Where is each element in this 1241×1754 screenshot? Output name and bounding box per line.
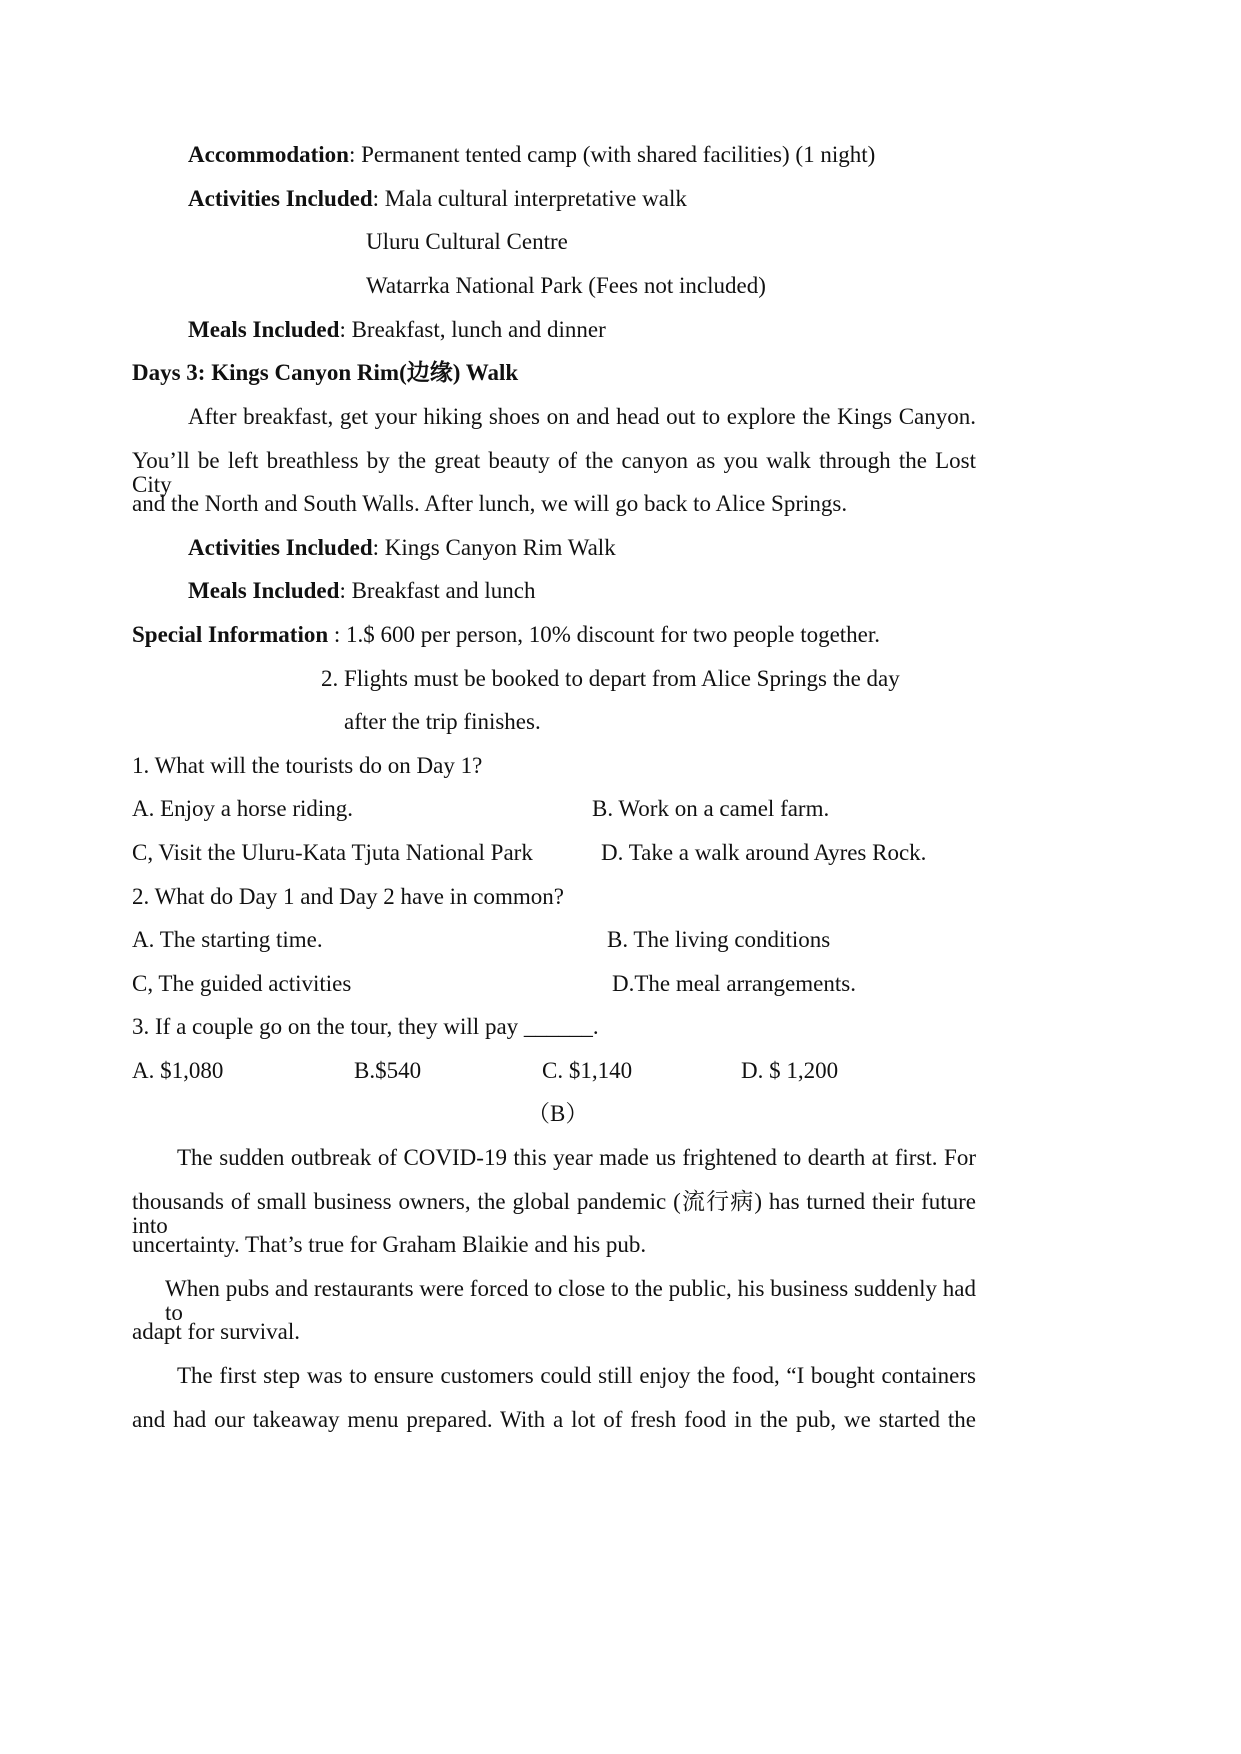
meals-label: Meals Included xyxy=(188,317,340,342)
meals-line xyxy=(188,318,606,342)
special-info-line xyxy=(132,623,880,647)
activities-text: : Kings Canyon Rim Walk xyxy=(372,535,616,560)
question-option: B. Work on a camel farm. xyxy=(592,796,830,821)
passage-line: thousands of small business owners, the global pandemic (流行病) has turned their future into xyxy=(132,1189,976,1238)
question-option: D. $ 1,200 xyxy=(741,1058,839,1083)
activity-item: Watarrka National Park (Fees not included) xyxy=(366,273,766,298)
question-option: B.$540 xyxy=(354,1058,422,1083)
accommodation-label: Accommodation xyxy=(188,142,349,167)
accommodation-line xyxy=(188,143,875,167)
question-option: D. Take a walk around Ayres Rock. xyxy=(601,840,927,865)
passage-line: The first step was to ensure customers could still enjoy the food, “I bought containers xyxy=(177,1363,976,1388)
question-option: A. $1,080 xyxy=(132,1058,224,1083)
meals-label: Meals Included xyxy=(188,578,340,603)
special-info-item: after the trip finishes. xyxy=(344,709,541,734)
question-option: A. Enjoy a horse riding. xyxy=(132,796,354,821)
meals-text: : Breakfast, lunch and dinner xyxy=(339,317,606,342)
question-option: C. $1,140 xyxy=(542,1058,633,1083)
day3-heading: Days 3: Kings Canyon Rim(边缘) Walk xyxy=(132,360,519,385)
section-marker: （B） xyxy=(527,1101,589,1126)
activities-line xyxy=(188,187,687,211)
activity-item: Uluru Cultural Centre xyxy=(366,229,568,254)
day3-activities-line xyxy=(188,536,616,560)
question-option: A. The starting time. xyxy=(132,927,323,952)
day3-meals-line xyxy=(188,579,536,603)
special-info-item: : 1.$ 600 per person, 10% discount for two people together. xyxy=(328,622,881,647)
day3-paragraph-line: After breakfast, get your hiking shoes on and head out to explore the Kings Canyon. xyxy=(188,404,976,429)
day3-paragraph-line: You’ll be left breathless by the great beauty of the canyon as you walk through the Lost City xyxy=(132,448,976,497)
passage-line: When pubs and restaurants were forced to close to the public, his business suddenly had to xyxy=(165,1276,976,1325)
accommodation-text: : Permanent tented camp (with shared facilities) (1 night) xyxy=(348,142,876,167)
special-info-label: Special Information xyxy=(132,622,329,647)
question-option: C, Visit the Uluru-Kata Tjuta National Park xyxy=(132,840,533,865)
passage-line: adapt for survival. xyxy=(132,1319,300,1344)
question-stem: 1. What will the tourists do on Day 1? xyxy=(132,753,483,778)
question-option: C, The guided activities xyxy=(132,971,352,996)
passage-line: and had our takeaway menu prepared. With a lot of fresh food in the pub, we started the xyxy=(132,1407,976,1432)
passage-line: uncertainty. That’s true for Graham Blaikie and his pub. xyxy=(132,1232,647,1257)
activities-text: : Mala cultural interpretative walk xyxy=(372,186,687,211)
passage-line: The sudden outbreak of COVID-19 this year made us frightened to dearth at first. For xyxy=(177,1145,976,1170)
activities-label: Activities Included xyxy=(188,186,373,211)
question-option: B. The living conditions xyxy=(607,927,831,952)
question-option: D.The meal arrangements. xyxy=(612,971,856,996)
question-stem: 2. What do Day 1 and Day 2 have in common? xyxy=(132,884,564,909)
activities-label: Activities Included xyxy=(188,535,373,560)
day3-paragraph-line: and the North and South Walls. After lunch, we will go back to Alice Springs. xyxy=(132,491,848,516)
meals-text: : Breakfast and lunch xyxy=(339,578,536,603)
special-info-item: 2. Flights must be booked to depart from Alice Springs the day xyxy=(321,666,900,691)
question-stem: 3. If a couple go on the tour, they will pay ______. xyxy=(132,1014,599,1039)
